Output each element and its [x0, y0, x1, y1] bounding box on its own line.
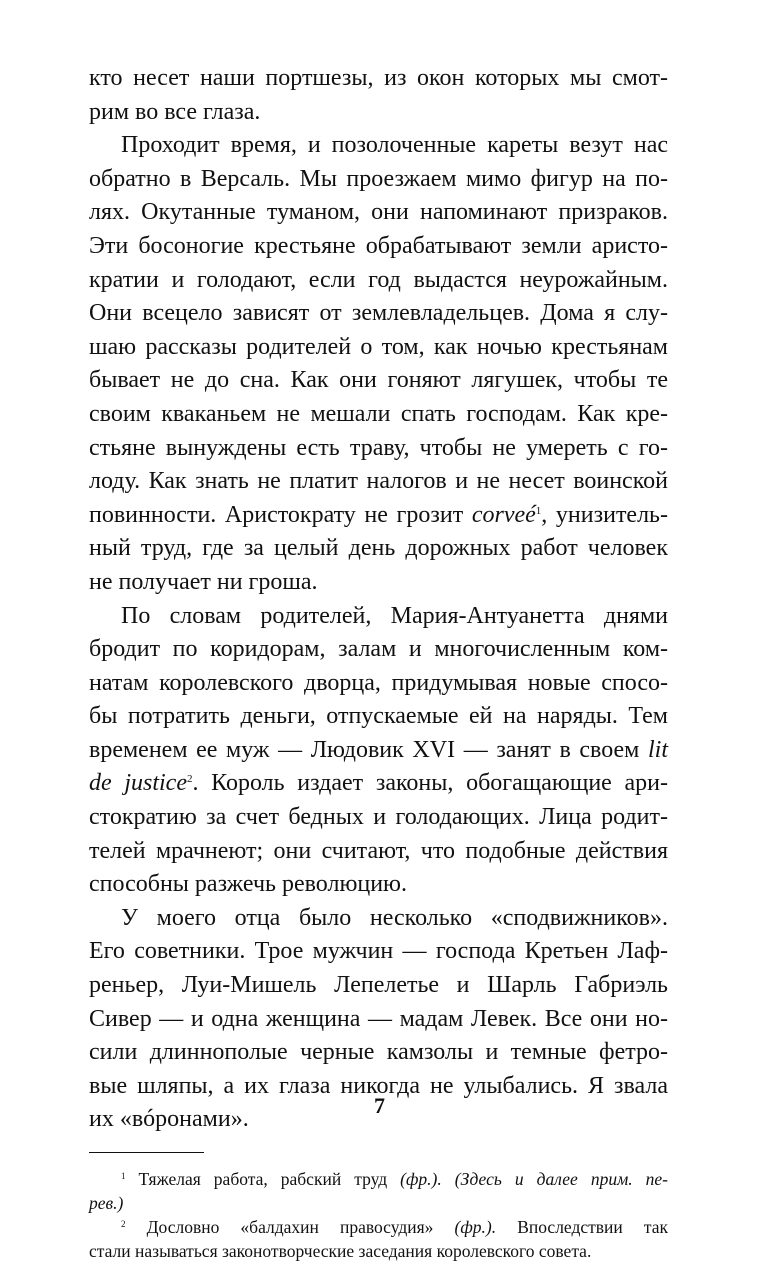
- body-line: натам королевского дворца, придумывая новые спосо-: [89, 669, 668, 696]
- body-line: стократию за счет бедных и голодающих. Лица родит-: [89, 804, 668, 831]
- body-line: рим во все глаза.: [89, 98, 261, 125]
- body-line: шаю рассказы родителей о том, как ночью крестьянам: [89, 333, 668, 360]
- body-line: бы потратить деньги, отпускаемые ей на наряды. Тем: [89, 703, 668, 730]
- page-number: 7: [374, 1093, 385, 1118]
- body-line: Они всецело зависят от землевладельцев. Дома я слу-: [89, 300, 668, 327]
- body-line: бродит по коридорам, залам и многочисленным ком-: [89, 636, 668, 663]
- italic-term: lit: [647, 736, 668, 763]
- body-line: лях. Окутанные туманом, они напоминают призраков.: [89, 199, 668, 226]
- body-line: телей мрачнеют; они считают, что подобные действия: [89, 837, 668, 864]
- footnote-mark: 1: [121, 1171, 126, 1181]
- body-line: По словам родителей, Мария-Антуанетта днями: [121, 602, 668, 629]
- body-line: кто несет наши портшезы, из окон которых мы смот-: [89, 65, 668, 91]
- body-line: своим кваканьем не мешали спать господам. Как кре-: [89, 400, 668, 427]
- footnote-1: $^1$ Тяжелая работа, рабский труд (фр.). (Здесь и далее прим. пе-: [121, 1169, 669, 1189]
- body-line: лоду. Как знать не платит налогов и не несет воинской: [89, 468, 668, 495]
- body-line: временем ее муж — Людовик XVI — занят в своем lit: [89, 736, 668, 763]
- body-line: вые шляпы, а их глаза никогда не улыбались. Я звала: [89, 1072, 668, 1099]
- body-line: повинности. Аристократу не грозит corveé$^1$, унизитель-: [89, 501, 668, 528]
- body-line: Сивер — и одна женщина — мадам Левек. Все они но-: [89, 1005, 668, 1032]
- footnote-2-cont: стали называться законотворческие заседания королевского совета.: [89, 1241, 592, 1261]
- body-line: Эти босоногие крестьяне обрабатывают земли аристо-: [89, 232, 668, 259]
- footnote-1-cont: рев.): [89, 1193, 124, 1213]
- body-line: реньер, Луи-Мишель Лепелетье и Шарль Габриэль: [89, 972, 668, 999]
- footnote-ref-2[interactable]: 2: [186, 773, 193, 786]
- footnote-separator: [89, 1152, 204, 1153]
- body-line: способны разжечь революцию.: [89, 871, 407, 898]
- body-line: стьяне вынуждены есть траву, чтобы не умереть с го-: [89, 434, 668, 461]
- body-line: обратно в Версаль. Мы проезжаем мимо фигур на по-: [89, 165, 668, 192]
- italic-term: corveé: [471, 501, 536, 528]
- body-line: У моего отца было несколько «сподвижников».: [121, 904, 668, 931]
- book-page: [89, 62, 668, 1263]
- body-line: не получает ни гроша.: [89, 568, 318, 595]
- footnote-ref-1[interactable]: 1: [535, 504, 542, 517]
- footnote-mark: 2: [121, 1219, 126, 1229]
- italic-term: de justice: [89, 770, 187, 797]
- body-line: Проходит время, и позолоченные кареты везут нас: [121, 132, 668, 159]
- body-line: сили длиннополые черные камзолы и темные фетро-: [89, 1039, 668, 1066]
- body-line: ный труд, где за целый день дорожных работ человек: [89, 535, 668, 562]
- body-line: их «вóронами».: [89, 1106, 249, 1133]
- body-line: кратии и голодают, если год выдастся неурожайным.: [89, 266, 668, 293]
- body-line: бывает не до сна. Как они гоняют лягушек, чтобы те: [89, 367, 668, 394]
- footnote-2: $^2$ Дословно «балдахин правосудия» (фр.). Впоследствии так: [121, 1217, 668, 1237]
- body-line: Его советники. Трое мужчин — господа Кретьен Лаф-: [89, 938, 668, 965]
- body-line: de justice$^2$. Король издает законы, обогащающие ари-: [89, 770, 668, 797]
